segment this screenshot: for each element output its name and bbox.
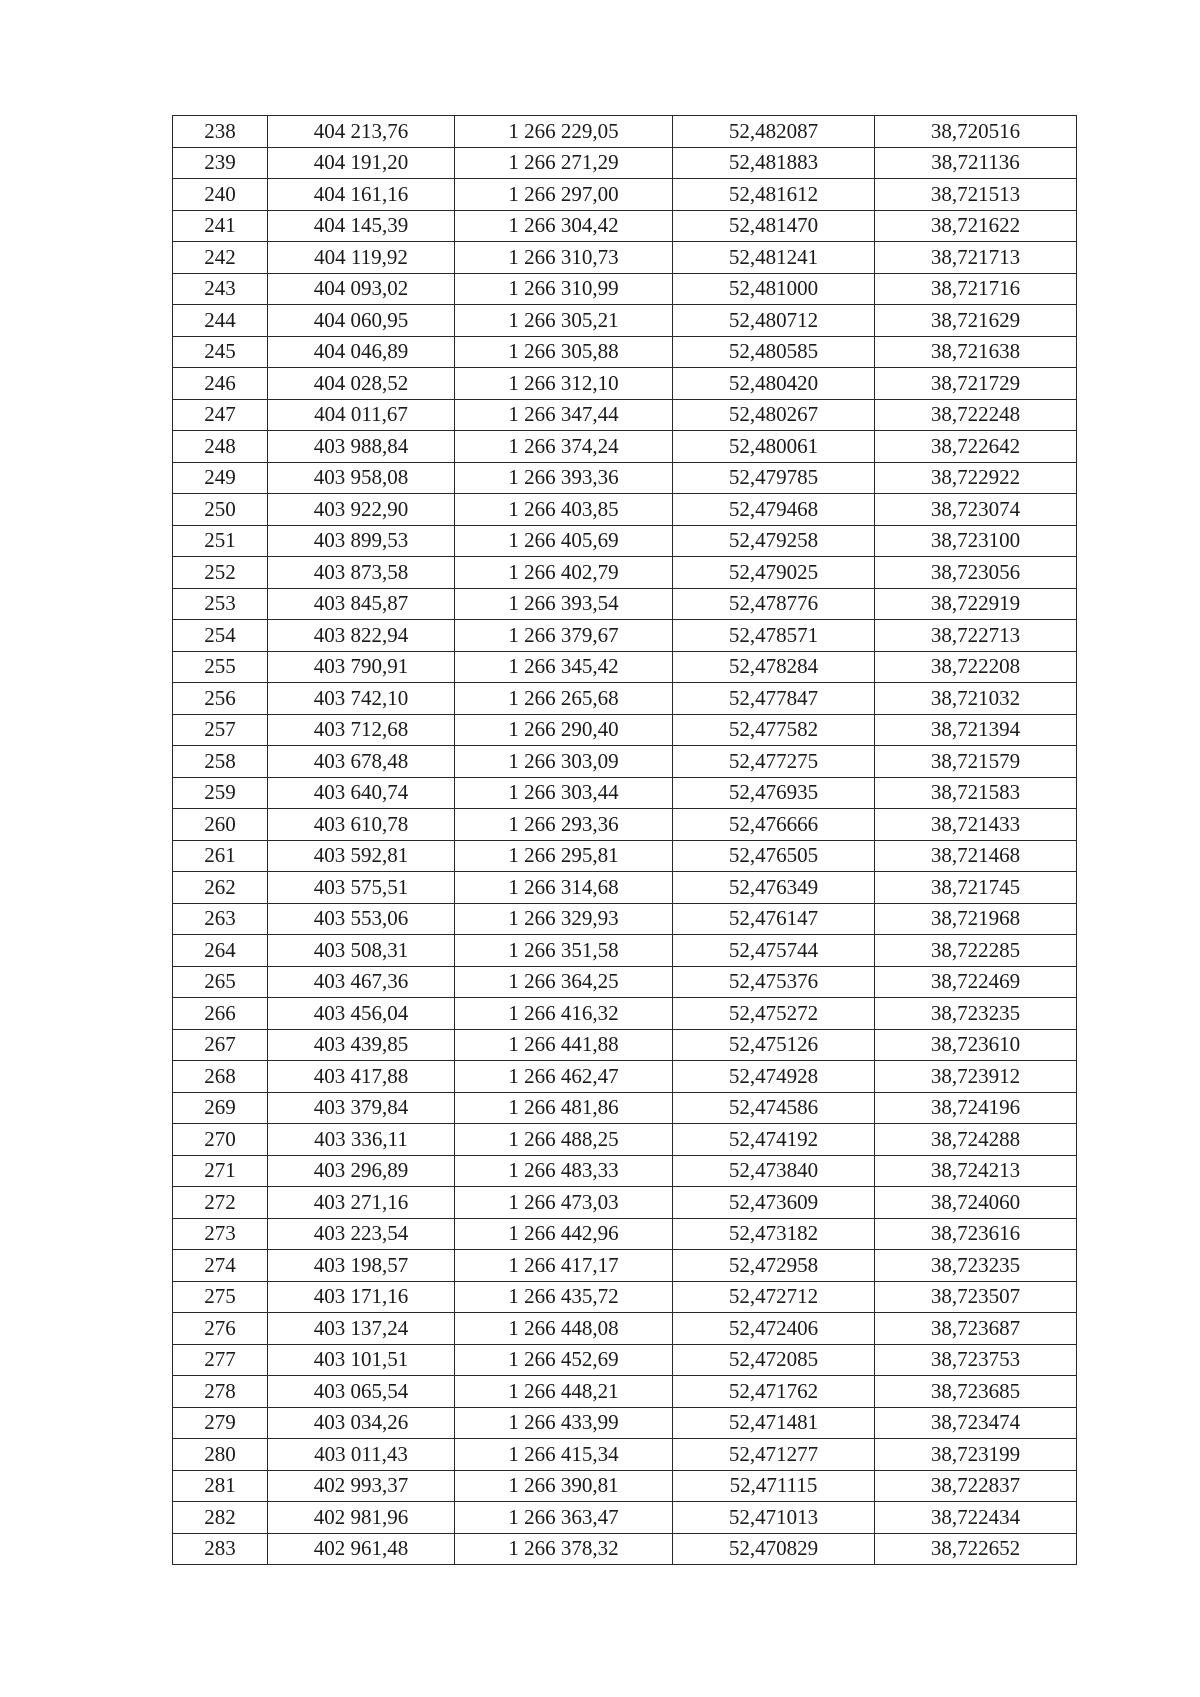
point-number-cell: 241 [173, 210, 268, 242]
latitude-cell: 52,475744 [673, 935, 875, 967]
y-coordinate-cell: 1 266 374,24 [455, 431, 673, 463]
longitude-cell: 38,724060 [875, 1187, 1077, 1219]
latitude-cell: 52,477275 [673, 746, 875, 778]
latitude-cell: 52,481470 [673, 210, 875, 242]
point-number-cell: 269 [173, 1092, 268, 1124]
table-row [173, 1250, 1077, 1282]
point-number-cell: 276 [173, 1313, 268, 1345]
longitude-cell: 38,722922 [875, 462, 1077, 494]
x-coordinate-cell: 403 678,48 [268, 746, 455, 778]
y-coordinate-cell: 1 266 448,08 [455, 1313, 673, 1345]
longitude-cell: 38,721745 [875, 872, 1077, 904]
longitude-cell: 38,721629 [875, 305, 1077, 337]
longitude-cell: 38,721638 [875, 336, 1077, 368]
latitude-cell: 52,473609 [673, 1187, 875, 1219]
latitude-cell: 52,481612 [673, 179, 875, 211]
table-row [173, 1281, 1077, 1313]
latitude-cell: 52,476935 [673, 777, 875, 809]
table-row [173, 273, 1077, 305]
longitude-cell: 38,723616 [875, 1218, 1077, 1250]
longitude-cell: 38,721713 [875, 242, 1077, 274]
latitude-cell: 52,481883 [673, 147, 875, 179]
point-number-cell: 244 [173, 305, 268, 337]
latitude-cell: 52,480712 [673, 305, 875, 337]
table-row [173, 746, 1077, 778]
longitude-cell: 38,721583 [875, 777, 1077, 809]
point-number-cell: 262 [173, 872, 268, 904]
x-coordinate-cell: 404 060,95 [268, 305, 455, 337]
y-coordinate-cell: 1 266 312,10 [455, 368, 673, 400]
point-number-cell: 282 [173, 1502, 268, 1534]
table-row [173, 777, 1077, 809]
point-number-cell: 275 [173, 1281, 268, 1313]
longitude-cell: 38,722919 [875, 588, 1077, 620]
y-coordinate-cell: 1 266 297,00 [455, 179, 673, 211]
x-coordinate-cell: 404 046,89 [268, 336, 455, 368]
point-number-cell: 256 [173, 683, 268, 715]
longitude-cell: 38,721579 [875, 746, 1077, 778]
point-number-cell: 265 [173, 966, 268, 998]
table-row [173, 714, 1077, 746]
y-coordinate-cell: 1 266 290,40 [455, 714, 673, 746]
longitude-cell: 38,721394 [875, 714, 1077, 746]
latitude-cell: 52,477847 [673, 683, 875, 715]
point-number-cell: 274 [173, 1250, 268, 1282]
point-number-cell: 250 [173, 494, 268, 526]
table-row [173, 368, 1077, 400]
point-number-cell: 264 [173, 935, 268, 967]
y-coordinate-cell: 1 266 379,67 [455, 620, 673, 652]
point-number-cell: 259 [173, 777, 268, 809]
latitude-cell: 52,474586 [673, 1092, 875, 1124]
y-coordinate-cell: 1 266 304,42 [455, 210, 673, 242]
latitude-cell: 52,479025 [673, 557, 875, 589]
point-number-cell: 251 [173, 525, 268, 557]
y-coordinate-cell: 1 266 363,47 [455, 1502, 673, 1534]
y-coordinate-cell: 1 266 452,69 [455, 1344, 673, 1376]
latitude-cell: 52,473840 [673, 1155, 875, 1187]
table-row [173, 651, 1077, 683]
y-coordinate-cell: 1 266 442,96 [455, 1218, 673, 1250]
x-coordinate-cell: 403 822,94 [268, 620, 455, 652]
point-number-cell: 254 [173, 620, 268, 652]
latitude-cell: 52,471013 [673, 1502, 875, 1534]
latitude-cell: 52,473182 [673, 1218, 875, 1250]
latitude-cell: 52,472406 [673, 1313, 875, 1345]
table-row [173, 305, 1077, 337]
longitude-cell: 38,723074 [875, 494, 1077, 526]
longitude-cell: 38,721513 [875, 179, 1077, 211]
table-row [173, 1187, 1077, 1219]
x-coordinate-cell: 402 961,48 [268, 1533, 455, 1565]
y-coordinate-cell: 1 266 488,25 [455, 1124, 673, 1156]
latitude-cell: 52,476505 [673, 840, 875, 872]
longitude-cell: 38,723610 [875, 1029, 1077, 1061]
x-coordinate-cell: 404 213,76 [268, 116, 455, 148]
x-coordinate-cell: 403 640,74 [268, 777, 455, 809]
latitude-cell: 52,481000 [673, 273, 875, 305]
latitude-cell: 52,474928 [673, 1061, 875, 1093]
coordinates-table [172, 115, 1077, 1565]
longitude-cell: 38,721136 [875, 147, 1077, 179]
x-coordinate-cell: 403 101,51 [268, 1344, 455, 1376]
point-number-cell: 247 [173, 399, 268, 431]
point-number-cell: 261 [173, 840, 268, 872]
y-coordinate-cell: 1 266 329,93 [455, 903, 673, 935]
table-row [173, 966, 1077, 998]
point-number-cell: 272 [173, 1187, 268, 1219]
x-coordinate-cell: 403 845,87 [268, 588, 455, 620]
y-coordinate-cell: 1 266 473,03 [455, 1187, 673, 1219]
coordinates-table-body [173, 116, 1077, 1565]
longitude-cell: 38,722208 [875, 651, 1077, 683]
longitude-cell: 38,721968 [875, 903, 1077, 935]
longitude-cell: 38,721716 [875, 273, 1077, 305]
table-row [173, 588, 1077, 620]
longitude-cell: 38,721729 [875, 368, 1077, 400]
point-number-cell: 253 [173, 588, 268, 620]
point-number-cell: 242 [173, 242, 268, 274]
longitude-cell: 38,723199 [875, 1439, 1077, 1471]
longitude-cell: 38,723507 [875, 1281, 1077, 1313]
latitude-cell: 52,472958 [673, 1250, 875, 1282]
table-row [173, 1092, 1077, 1124]
table-row [173, 210, 1077, 242]
latitude-cell: 52,476666 [673, 809, 875, 841]
y-coordinate-cell: 1 266 462,47 [455, 1061, 673, 1093]
x-coordinate-cell: 404 119,92 [268, 242, 455, 274]
longitude-cell: 38,722285 [875, 935, 1077, 967]
longitude-cell: 38,723685 [875, 1376, 1077, 1408]
point-number-cell: 260 [173, 809, 268, 841]
table-row [173, 1344, 1077, 1376]
longitude-cell: 38,722652 [875, 1533, 1077, 1565]
longitude-cell: 38,722642 [875, 431, 1077, 463]
latitude-cell: 52,481241 [673, 242, 875, 274]
point-number-cell: 252 [173, 557, 268, 589]
y-coordinate-cell: 1 266 393,36 [455, 462, 673, 494]
point-number-cell: 283 [173, 1533, 268, 1565]
point-number-cell: 248 [173, 431, 268, 463]
point-number-cell: 245 [173, 336, 268, 368]
latitude-cell: 52,475126 [673, 1029, 875, 1061]
point-number-cell: 249 [173, 462, 268, 494]
y-coordinate-cell: 1 266 415,34 [455, 1439, 673, 1471]
x-coordinate-cell: 403 439,85 [268, 1029, 455, 1061]
longitude-cell: 38,722434 [875, 1502, 1077, 1534]
latitude-cell: 52,475376 [673, 966, 875, 998]
longitude-cell: 38,723235 [875, 998, 1077, 1030]
latitude-cell: 52,479468 [673, 494, 875, 526]
longitude-cell: 38,724213 [875, 1155, 1077, 1187]
x-coordinate-cell: 403 790,91 [268, 651, 455, 683]
x-coordinate-cell: 403 137,24 [268, 1313, 455, 1345]
x-coordinate-cell: 403 508,31 [268, 935, 455, 967]
longitude-cell: 38,723056 [875, 557, 1077, 589]
table-row [173, 903, 1077, 935]
latitude-cell: 52,479785 [673, 462, 875, 494]
point-number-cell: 277 [173, 1344, 268, 1376]
longitude-cell: 38,721032 [875, 683, 1077, 715]
latitude-cell: 52,480420 [673, 368, 875, 400]
y-coordinate-cell: 1 266 448,21 [455, 1376, 673, 1408]
longitude-cell: 38,721468 [875, 840, 1077, 872]
x-coordinate-cell: 403 712,68 [268, 714, 455, 746]
latitude-cell: 52,471277 [673, 1439, 875, 1471]
y-coordinate-cell: 1 266 433,99 [455, 1407, 673, 1439]
longitude-cell: 38,723100 [875, 525, 1077, 557]
latitude-cell: 52,480267 [673, 399, 875, 431]
latitude-cell: 52,478776 [673, 588, 875, 620]
x-coordinate-cell: 403 034,26 [268, 1407, 455, 1439]
y-coordinate-cell: 1 266 295,81 [455, 840, 673, 872]
longitude-cell: 38,722837 [875, 1470, 1077, 1502]
x-coordinate-cell: 404 191,20 [268, 147, 455, 179]
y-coordinate-cell: 1 266 435,72 [455, 1281, 673, 1313]
y-coordinate-cell: 1 266 481,86 [455, 1092, 673, 1124]
point-number-cell: 239 [173, 147, 268, 179]
longitude-cell: 38,723912 [875, 1061, 1077, 1093]
x-coordinate-cell: 402 993,37 [268, 1470, 455, 1502]
x-coordinate-cell: 403 336,11 [268, 1124, 455, 1156]
y-coordinate-cell: 1 266 265,68 [455, 683, 673, 715]
latitude-cell: 52,472085 [673, 1344, 875, 1376]
point-number-cell: 281 [173, 1470, 268, 1502]
table-row [173, 336, 1077, 368]
table-row [173, 557, 1077, 589]
latitude-cell: 52,476147 [673, 903, 875, 935]
y-coordinate-cell: 1 266 314,68 [455, 872, 673, 904]
y-coordinate-cell: 1 266 303,44 [455, 777, 673, 809]
longitude-cell: 38,723687 [875, 1313, 1077, 1345]
table-row [173, 462, 1077, 494]
latitude-cell: 52,471481 [673, 1407, 875, 1439]
x-coordinate-cell: 403 417,88 [268, 1061, 455, 1093]
latitude-cell: 52,470829 [673, 1533, 875, 1565]
point-number-cell: 271 [173, 1155, 268, 1187]
x-coordinate-cell: 402 981,96 [268, 1502, 455, 1534]
x-coordinate-cell: 403 456,04 [268, 998, 455, 1030]
latitude-cell: 52,479258 [673, 525, 875, 557]
y-coordinate-cell: 1 266 405,69 [455, 525, 673, 557]
table-row [173, 1061, 1077, 1093]
y-coordinate-cell: 1 266 310,99 [455, 273, 673, 305]
y-coordinate-cell: 1 266 310,73 [455, 242, 673, 274]
table-row [173, 1533, 1077, 1565]
x-coordinate-cell: 403 958,08 [268, 462, 455, 494]
table-row [173, 683, 1077, 715]
x-coordinate-cell: 403 198,57 [268, 1250, 455, 1282]
x-coordinate-cell: 403 610,78 [268, 809, 455, 841]
point-number-cell: 270 [173, 1124, 268, 1156]
table-row [173, 1218, 1077, 1250]
y-coordinate-cell: 1 266 403,85 [455, 494, 673, 526]
table-row [173, 494, 1077, 526]
y-coordinate-cell: 1 266 345,42 [455, 651, 673, 683]
table-row [173, 116, 1077, 148]
longitude-cell: 38,723474 [875, 1407, 1077, 1439]
x-coordinate-cell: 404 011,67 [268, 399, 455, 431]
table-row [173, 1313, 1077, 1345]
x-coordinate-cell: 403 742,10 [268, 683, 455, 715]
table-row [173, 1029, 1077, 1061]
x-coordinate-cell: 404 028,52 [268, 368, 455, 400]
longitude-cell: 38,722469 [875, 966, 1077, 998]
table-row [173, 620, 1077, 652]
table-row [173, 1155, 1077, 1187]
table-row [173, 809, 1077, 841]
y-coordinate-cell: 1 266 402,79 [455, 557, 673, 589]
x-coordinate-cell: 403 592,81 [268, 840, 455, 872]
latitude-cell: 52,476349 [673, 872, 875, 904]
point-number-cell: 267 [173, 1029, 268, 1061]
point-number-cell: 273 [173, 1218, 268, 1250]
longitude-cell: 38,722713 [875, 620, 1077, 652]
table-row [173, 431, 1077, 463]
longitude-cell: 38,721433 [875, 809, 1077, 841]
y-coordinate-cell: 1 266 416,32 [455, 998, 673, 1030]
latitude-cell: 52,471762 [673, 1376, 875, 1408]
latitude-cell: 52,475272 [673, 998, 875, 1030]
table-row [173, 1407, 1077, 1439]
table-row [173, 872, 1077, 904]
table-row [173, 525, 1077, 557]
table-row [173, 840, 1077, 872]
latitude-cell: 52,482087 [673, 116, 875, 148]
table-row [173, 1439, 1077, 1471]
latitude-cell: 52,478571 [673, 620, 875, 652]
table-row [173, 242, 1077, 274]
latitude-cell: 52,472712 [673, 1281, 875, 1313]
point-number-cell: 280 [173, 1439, 268, 1471]
x-coordinate-cell: 403 296,89 [268, 1155, 455, 1187]
table-row [173, 147, 1077, 179]
x-coordinate-cell: 403 899,53 [268, 525, 455, 557]
x-coordinate-cell: 403 575,51 [268, 872, 455, 904]
latitude-cell: 52,474192 [673, 1124, 875, 1156]
x-coordinate-cell: 403 223,54 [268, 1218, 455, 1250]
x-coordinate-cell: 403 553,06 [268, 903, 455, 935]
y-coordinate-cell: 1 266 393,54 [455, 588, 673, 620]
y-coordinate-cell: 1 266 271,29 [455, 147, 673, 179]
point-number-cell: 255 [173, 651, 268, 683]
longitude-cell: 38,723753 [875, 1344, 1077, 1376]
point-number-cell: 258 [173, 746, 268, 778]
table-row [173, 179, 1077, 211]
x-coordinate-cell: 403 988,84 [268, 431, 455, 463]
table-row [173, 1470, 1077, 1502]
y-coordinate-cell: 1 266 441,88 [455, 1029, 673, 1061]
longitude-cell: 38,721622 [875, 210, 1077, 242]
point-number-cell: 240 [173, 179, 268, 211]
point-number-cell: 266 [173, 998, 268, 1030]
latitude-cell: 52,478284 [673, 651, 875, 683]
latitude-cell: 52,477582 [673, 714, 875, 746]
y-coordinate-cell: 1 266 293,36 [455, 809, 673, 841]
table-row [173, 399, 1077, 431]
y-coordinate-cell: 1 266 364,25 [455, 966, 673, 998]
y-coordinate-cell: 1 266 303,09 [455, 746, 673, 778]
point-number-cell: 268 [173, 1061, 268, 1093]
y-coordinate-cell: 1 266 347,44 [455, 399, 673, 431]
latitude-cell: 52,480585 [673, 336, 875, 368]
y-coordinate-cell: 1 266 229,05 [455, 116, 673, 148]
x-coordinate-cell: 403 467,36 [268, 966, 455, 998]
point-number-cell: 257 [173, 714, 268, 746]
table-row [173, 935, 1077, 967]
y-coordinate-cell: 1 266 378,32 [455, 1533, 673, 1565]
point-number-cell: 243 [173, 273, 268, 305]
point-number-cell: 279 [173, 1407, 268, 1439]
x-coordinate-cell: 403 065,54 [268, 1376, 455, 1408]
y-coordinate-cell: 1 266 483,33 [455, 1155, 673, 1187]
latitude-cell: 52,471115 [673, 1470, 875, 1502]
longitude-cell: 38,722248 [875, 399, 1077, 431]
latitude-cell: 52,480061 [673, 431, 875, 463]
x-coordinate-cell: 404 161,16 [268, 179, 455, 211]
table-row [173, 1376, 1077, 1408]
y-coordinate-cell: 1 266 351,58 [455, 935, 673, 967]
x-coordinate-cell: 403 379,84 [268, 1092, 455, 1124]
y-coordinate-cell: 1 266 305,88 [455, 336, 673, 368]
table-row [173, 1124, 1077, 1156]
table-row [173, 1502, 1077, 1534]
y-coordinate-cell: 1 266 305,21 [455, 305, 673, 337]
longitude-cell: 38,720516 [875, 116, 1077, 148]
table-row [173, 998, 1077, 1030]
longitude-cell: 38,724196 [875, 1092, 1077, 1124]
point-number-cell: 246 [173, 368, 268, 400]
x-coordinate-cell: 403 171,16 [268, 1281, 455, 1313]
x-coordinate-cell: 403 271,16 [268, 1187, 455, 1219]
x-coordinate-cell: 403 922,90 [268, 494, 455, 526]
point-number-cell: 278 [173, 1376, 268, 1408]
longitude-cell: 38,724288 [875, 1124, 1077, 1156]
y-coordinate-cell: 1 266 390,81 [455, 1470, 673, 1502]
longitude-cell: 38,723235 [875, 1250, 1077, 1282]
x-coordinate-cell: 403 873,58 [268, 557, 455, 589]
y-coordinate-cell: 1 266 417,17 [455, 1250, 673, 1282]
point-number-cell: 238 [173, 116, 268, 148]
point-number-cell: 263 [173, 903, 268, 935]
x-coordinate-cell: 403 011,43 [268, 1439, 455, 1471]
x-coordinate-cell: 404 093,02 [268, 273, 455, 305]
x-coordinate-cell: 404 145,39 [268, 210, 455, 242]
